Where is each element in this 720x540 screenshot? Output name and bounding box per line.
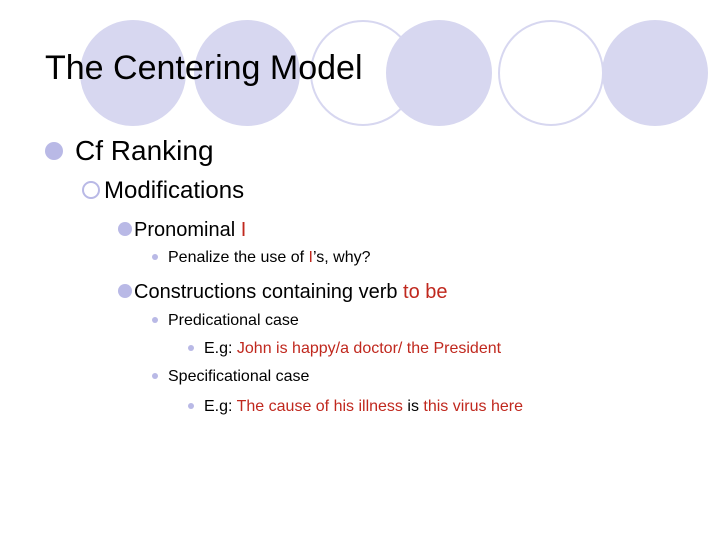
bullet-text: ’s, why? xyxy=(313,249,371,266)
highlight-text: I xyxy=(240,219,247,241)
disc-bullet-icon xyxy=(45,142,63,160)
dot-bullet-icon xyxy=(188,345,194,351)
highlight-text: I xyxy=(308,249,313,266)
bullet-level5-example-1 xyxy=(188,338,501,360)
dot-bullet-icon xyxy=(152,254,158,260)
highlight-text: The cause of his illness xyxy=(236,398,403,415)
bullet-level4-penalize xyxy=(152,247,371,269)
bullet-level3-constructions xyxy=(118,279,448,305)
bullet-text: Specificational case xyxy=(168,368,310,385)
dot-bullet-icon xyxy=(188,403,194,409)
highlight-text: this virus here xyxy=(423,398,523,415)
bullet-text: Penalize the use of xyxy=(168,249,309,266)
bullet-text: E.g: xyxy=(204,398,237,415)
bullet-level5-example-2 xyxy=(188,396,523,418)
bullet-level4-predicational xyxy=(152,310,299,332)
bullet-text: Modifications xyxy=(104,177,245,204)
disc-bullet-icon xyxy=(118,284,132,298)
slide-title: The Centering Model xyxy=(45,49,363,87)
bullet-level3-pronominal xyxy=(118,217,246,243)
bullet-text: Cf Ranking xyxy=(75,135,214,166)
bullet-text: Constructions containing verb xyxy=(134,281,404,303)
bullet-text: Pronominal xyxy=(134,219,241,241)
dot-bullet-icon xyxy=(152,317,158,323)
dot-bullet-icon xyxy=(152,373,158,379)
decor-circle xyxy=(386,20,492,126)
bullet-level4-specificational xyxy=(152,366,309,388)
bullet-text: E.g: xyxy=(204,340,237,357)
ring-bullet-icon xyxy=(82,181,100,199)
decor-circle xyxy=(602,20,708,126)
bullet-text: is xyxy=(402,398,424,415)
highlight-text: to be xyxy=(403,281,448,303)
decor-ring xyxy=(498,20,604,126)
highlight-text: John is happy/a doctor/ the President xyxy=(236,340,502,357)
disc-bullet-icon xyxy=(118,222,132,236)
bullet-text: Predicational case xyxy=(168,312,299,329)
bullet-level2-modifications xyxy=(82,176,244,206)
bullet-level1-cf-ranking xyxy=(45,134,214,168)
